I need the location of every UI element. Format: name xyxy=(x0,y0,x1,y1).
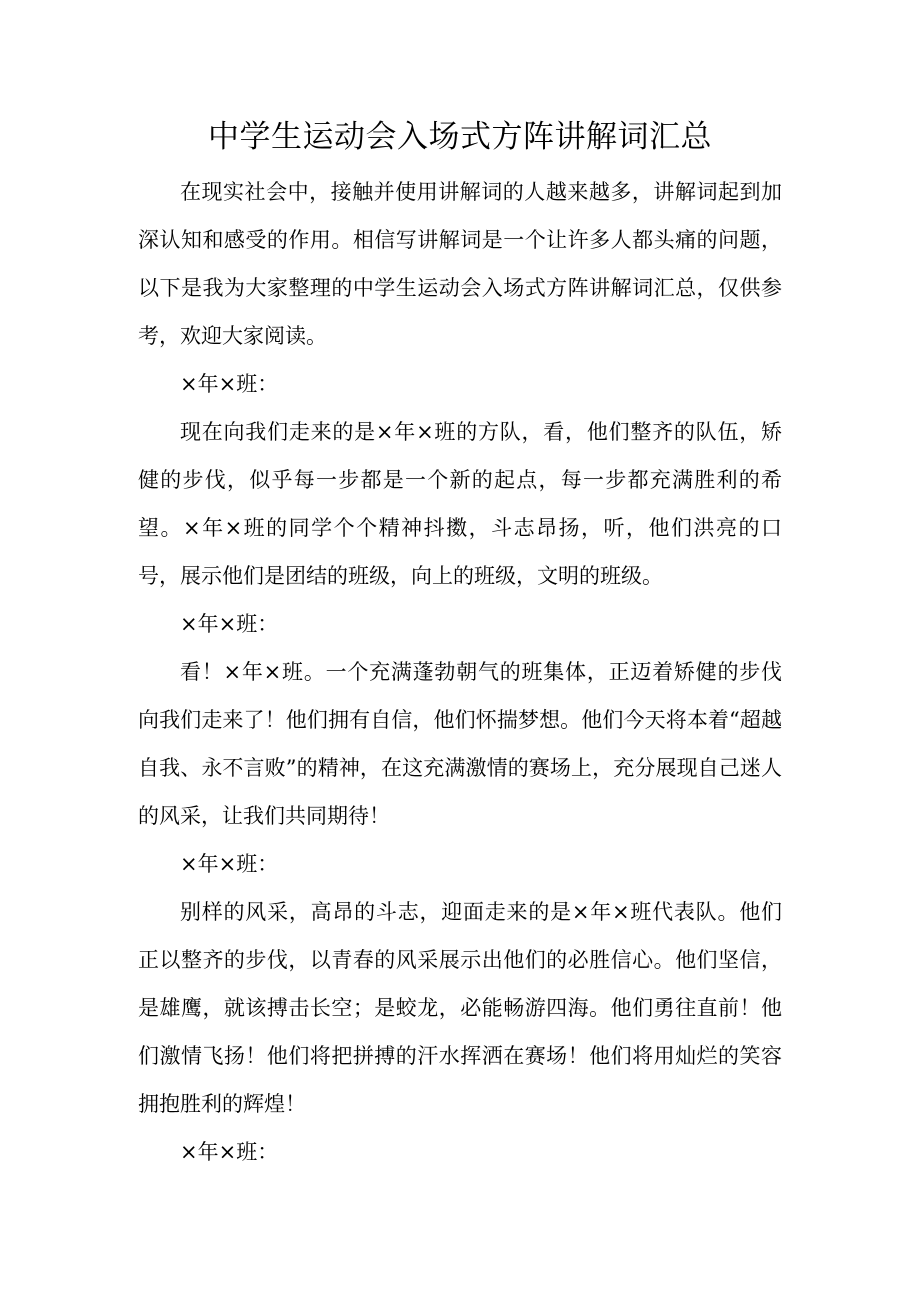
section-paragraph: 看！×年×班。一个充满蓬勃朝气的班集体，正迈着矫健的步伐向我们走来了！他们拥有自信，他们怀揣梦想。他们今天将本着“超越自我、永不言败”的精神，在这充满激情的赛场上，充分展现自己迷人的风采，让我们共同期待！ xyxy=(138,660,782,828)
section-paragraph: 现在向我们走来的是×年×班的方队，看，他们整齐的队伍，矫健的步伐，似乎每一步都是一个新的起点，每一步都充满胜利的希望。×年×班的同学个个精神抖擞，斗志昂扬，听，他们洪亮的口号，展示他们是团结的班级，向上的班级，文明的班级。 xyxy=(138,420,782,588)
intro-paragraph: 在现实社会中，接触并使用讲解词的人越来越多，讲解词起到加深认知和感受的作用。相信写讲解词是一个让许多人都头痛的问题，以下是我为大家整理的中学生运动会入场式方阵讲解词汇总，仅供参考，欢迎大家阅读。 xyxy=(138,180,782,348)
document-title: 中学生运动会入场式方阵讲解词汇总 xyxy=(208,119,712,155)
section-paragraph: 别样的风采，高昂的斗志，迎面走来的是×年×班代表队。他们正以整齐的步伐，以青春的风采展示出他们的必胜信心。他们坚信，是雄鹰，就该搏击长空；是蛟龙，必能畅游四海。他们勇往直前！他们激情飞扬！他们将把拼搏的汗水挥洒在赛场！他们将用灿烂的笑容拥抱胜利的辉煌！ xyxy=(138,900,782,1116)
section-heading: ×年×班： xyxy=(180,1140,279,1164)
section-heading: ×年×班： xyxy=(180,372,279,396)
section-heading: ×年×班： xyxy=(180,612,279,636)
section-heading: ×年×班： xyxy=(180,852,279,876)
